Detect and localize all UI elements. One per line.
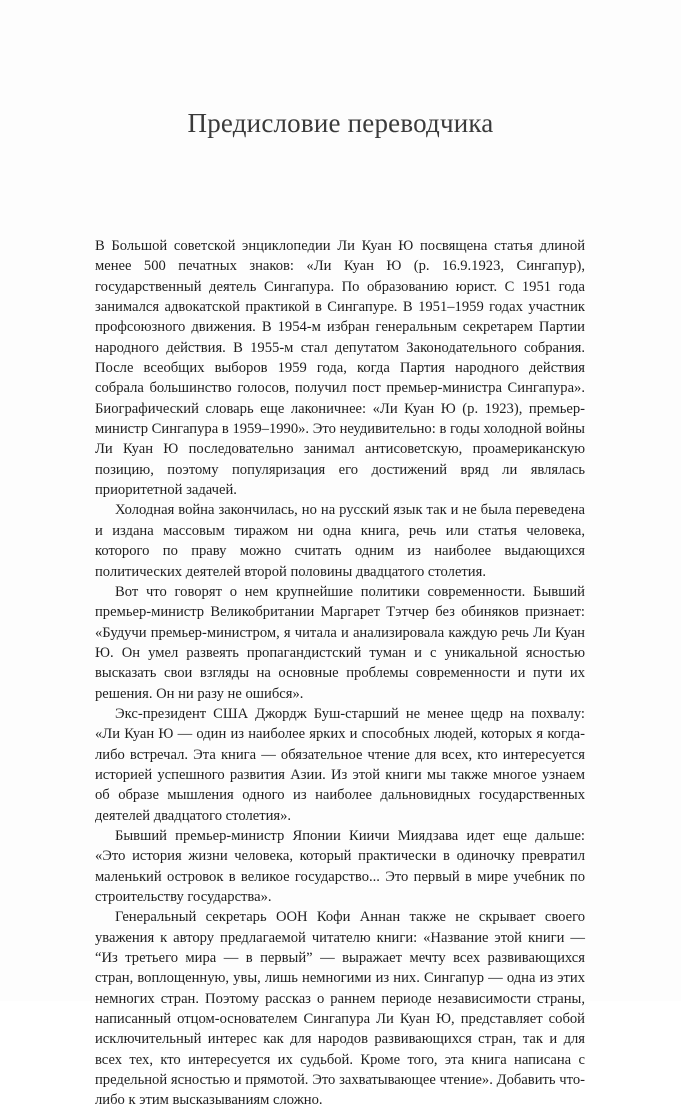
paragraph-5: Бывший премьер-министр Японии Киичи Миядзава идет еще дальше: «Это история жизни человека, который практически в одиночку превратил маленький островок в великое государство... Это первый в мире учебник по строительству государства». xyxy=(95,827,585,905)
paragraph-1: В Большой советской энциклопедии Ли Куан Ю посвящена статья длиной менее 500 печатных знаков: «Ли Куан Ю (р. 16.9.1923, Сингапур), государственный деятель Сингапура. По образованию юрист. С 1951 года занимался адвокатской практикой в Сингапуре. В 1951–1959 годах участник профсоюзного движения. В 1954-м избран генеральным секретарем Партии народного действия. В 1955-м стал депутатом Законодательного собрания. После всеобщих выборов 1959 года, когда Партия народного действия собрала большинство голосов, получил пост премьер-министра Сингапура». Биографический словарь еще лаконичнее: «Ли Куан Ю (р. 1923), премьер-министр Сингапура в 1959–1990». Это неудивительно: в годы холодной войны Ли Куан Ю последовательно занимал антисоветскую, проамериканскую позицию, поэтому популяризация его достижений вряд ли являлась приоритетной задачей. xyxy=(95,238,585,499)
page-title: Предисловие переводчика xyxy=(187,108,494,138)
paragraph-4: Экс-президент США Джордж Буш-старший не менее щедр на похвалу: «Ли Куан Ю — один из наиболее ярких и способных людей, которых я когда-либо встречал. Эта книга — обязательное чтение для всех, кто интересуется историей успешного развития Азии. Из этой книги мы также многое узнаем об образе мышления одного из наиболее дальновидных государственных деятелей двадцатого столетия». xyxy=(95,705,585,824)
body-text xyxy=(95,236,585,1111)
paragraph-6: Генеральный секретарь ООН Кофи Аннан также не скрывает своего уважения к автору предлагаемой читателю книги: «Название этой книги — “Из третьего мира — в первый” — выражает мечту всех развивающихся стран, воплощенную, увы, лишь немногими из них. Сингапур — одна из этих немногих стран. Поэтому рассказ о раннем периоде независимости страны, написанный отцом-основателем Сингапура Ли Куан Ю, представляет собой исключительный интерес как для народов развивающихся стран, так и для всех тех, кто интересуется их судьбой. Кроме того, эта книга написана с предельной ясностью и прямотой. Это захватывающее чтение». Добавить что-либо к этим высказываниям сложно. xyxy=(95,909,585,1109)
paragraph-3: Вот что говорят о нем крупнейшие политики современности. Бывший премьер-министр Великобритании Маргарет Тэтчер без обиняков признает: «Будучи премьер-министром, я читала и анализировала каждую речь Ли Куан Ю. Он умел развеять пропагандистский туман и с уникальной ясностью высказать свои взгляды на основные проблемы современности и пути их решения. Он ни разу не ошибся». xyxy=(95,583,585,702)
paragraph-2: Холодная война закончилась, но на русский язык так и не была переведена и издана массовым тиражом ни одна книга, речь или статья человека, которого по праву можно считать одним из наиболее выдающихся политических деятелей второй половины двадцатого столетия. xyxy=(95,502,585,580)
